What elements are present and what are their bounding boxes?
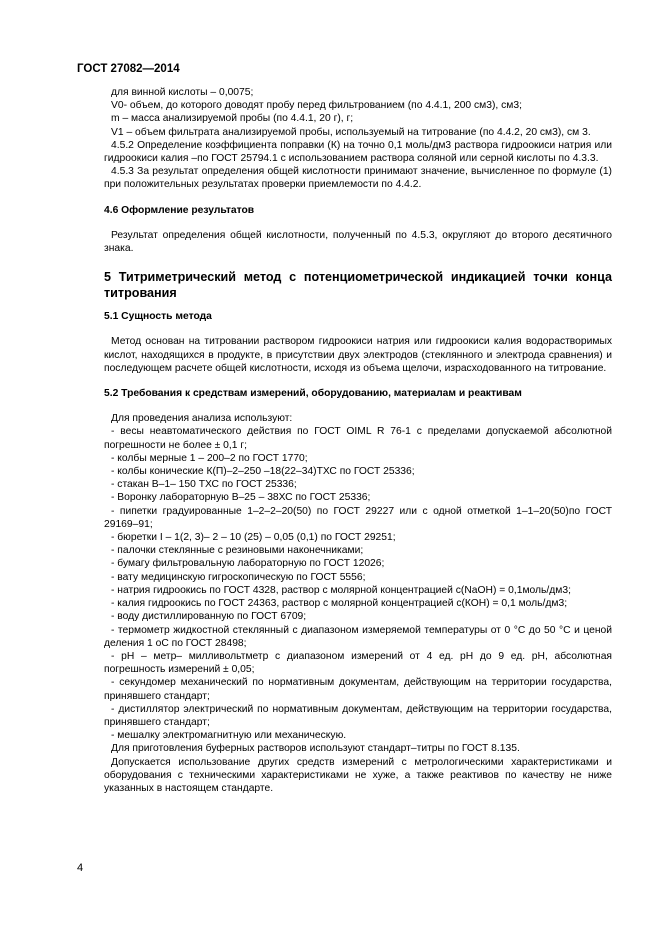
list-item: - рН – метр– милливольтметр с диапазоном измерений от 4 ед. рН до 9 ед. рН, абсолютная погрешность измерений ± 0,05;	[104, 650, 612, 676]
list-item: Для приготовления буферных растворов используют стандарт–титры по ГОСТ 8.135.	[111, 743, 520, 755]
paragraph-wine-acid: для винной кислоты – 0,0075;	[111, 87, 254, 98]
list-item: - вату медицинскую гигроскопическую по ГОСТ 5556;	[111, 571, 366, 583]
list-item: Допускается использование других средств измерений с метрологическими характеристиками и оборудования с техническими характеристиками не хуже, а также реактивов по качеству не ниже указанных в настоящем стандарте.	[104, 756, 612, 794]
list-item: Для проведения анализа используют:	[111, 413, 293, 425]
document-header: ГОСТ 27082—2014	[77, 63, 180, 75]
heading-5-1: 5.1 Сущность метода	[104, 311, 212, 323]
list-item: - термометр жидкостной стеклянный с диапазоном измеряемой температуры от 0 °С до 50 °С и ценой деления 1 оС по ГОСТ 28498;	[104, 624, 612, 649]
paragraph-4-5-2: 4.5.2 Определение коэффициента поправки (К) на точно 0,1 моль/дм3 раствора гидроокиси натрия или гидроокиси калия –по ГОСТ 25794.1 с использованием раствора соляной или серной кислоты по 4.3.3.	[104, 139, 612, 165]
list-item: - секундомер механический по нормативным документам, действующим на территории государства, принявшего стандарт;	[104, 677, 612, 702]
list-item: - стакан В–1– 150 ТХС по ГОСТ 25336;	[111, 479, 297, 491]
list-item: - натрия гидроокись по ГОСТ 4328, раствор с молярной концентрацией с(NaOH) = 0,1моль/дм3;	[111, 584, 571, 596]
document-body	[104, 86, 612, 795]
list-item: - бумагу фильтровальную лабораторную по ГОСТ 12026;	[111, 558, 385, 570]
list-item: - весы неавтоматического действия по ГОСТ OIML R 76-1 с пределами допускаемой абсолютной погрешности не более ± 0,1 г;	[104, 426, 612, 451]
list-item: - Воронку лабораторную В–25 – 38ХС по ГОСТ 25336;	[111, 492, 371, 504]
list-item: - калия гидроокись по ГОСТ 24363, раствор с молярной концентрацией с(КОН) = 0,1 моль/дм3;	[111, 598, 568, 610]
list-item: - мешалку электромагнитную или механическую.	[111, 730, 347, 742]
list-item: - дистиллятор электрический по нормативным документам, действующим на территории государства, принявшего стандарт;	[104, 703, 612, 728]
paragraph-4-5-3: 4.5.3 За результат определения общей кислотности принимают значение, вычисленное по формуле (1) при положительных результатах проверки приемлемости по 4.4.2.	[104, 166, 612, 191]
page-number: 4	[77, 862, 84, 874]
heading-5-2: 5.2 Требования к средствам измерений, оборудованию, материалам и реактивам	[104, 388, 522, 400]
heading-section-5: 5 Титриметрический метод с потенциометрической индикацией точки конца титрования	[104, 270, 612, 301]
paragraph-5-1: Метод основан на титровании раствором гидроокиси натрия или гидроокиси калия водорастворимых кислот, находящихся в продукте, в присутствии двух электродов (стеклянного и электрода сравнения) и последующем расчете общей кислотности, исходя из объема щелочи, израсходованного на титрование.	[104, 336, 612, 374]
list-item: - колбы мерные 1 – 200–2 по ГОСТ 1770;	[111, 452, 308, 464]
list-item: - бюретки I – 1(2, 3)– 2 – 10 (25) – 0,05 (0,1) по ГОСТ 29251;	[111, 532, 396, 544]
paragraph-v1: V1 – объем фильтрата анализируемой пробы, используемый на титрование (по 4.4.2, 20 см3), см 3.	[111, 126, 591, 138]
heading-4-6: 4.6 Оформление результатов	[104, 204, 255, 216]
paragraph-v0: V0- объем, до которого доводят пробу перед фильтрованием (по 4.4.1, 200 см3), см3;	[111, 100, 522, 112]
paragraph-4-6: Результат определения общей кислотности, полученный по 4.5.3, округляют до второго десятичного знака.	[104, 229, 612, 255]
list-item: - палочки стеклянные с резиновыми наконечниками;	[111, 545, 364, 557]
list-item: - колбы конические К(П)–2–250 –18(22–34)ТХС по ГОСТ 25336;	[111, 466, 415, 478]
list-item: - воду дистиллированную по ГОСТ 6709;	[111, 611, 307, 623]
paragraph-m: m – масса анализируемой пробы (по 4.4.1, 20 г), г;	[111, 113, 354, 125]
list-item: - пипетки градуированные 1–2–2–20(50) по ГОСТ 29227 или с одной отметкой 1–1–20(50)по ГОСТ 29169–91;	[104, 505, 612, 530]
